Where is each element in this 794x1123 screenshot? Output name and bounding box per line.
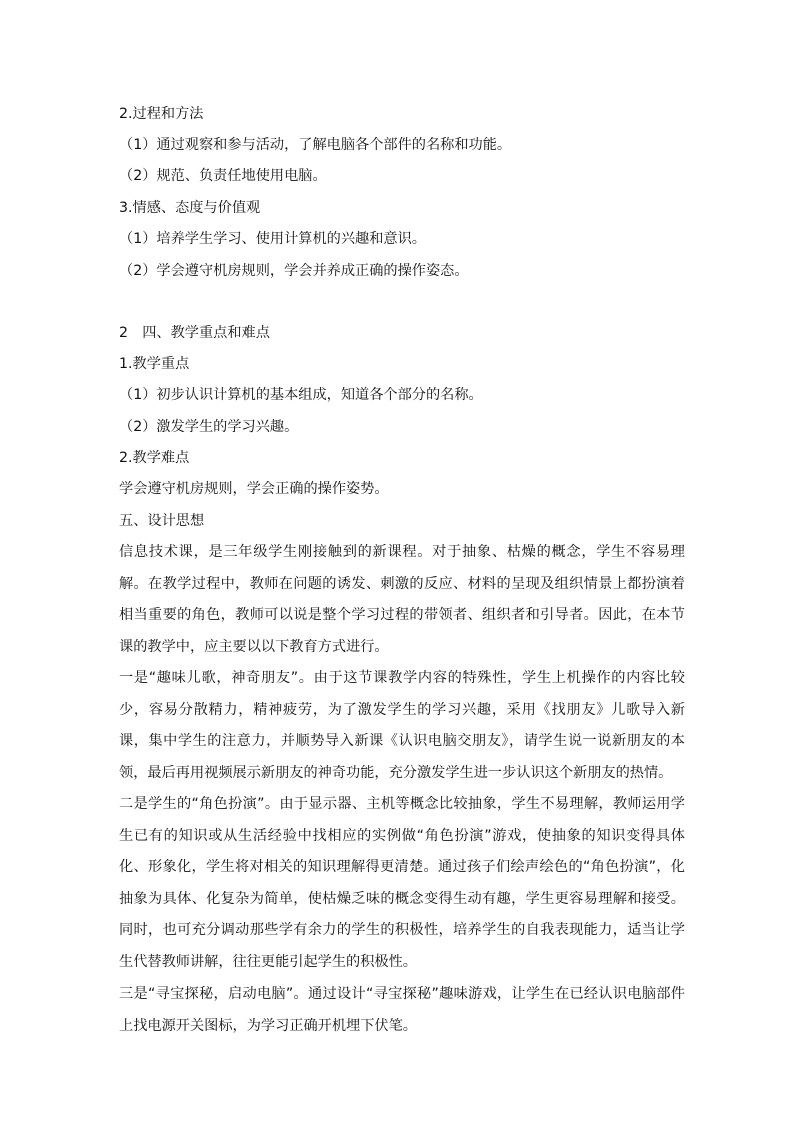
section-heading-design-thinking: 五、设计思想 [119,513,205,529]
subheading-teaching-difficulty: 2.教学难点 [119,450,190,466]
paragraph-design-intro: 信息技术课，是三年级学生刚接触到的新课程。对于抽象、枯燥的概念，学生不容易理解。在教学过程中，教师在问题的诱发、刺激的反应、材料的呈现及组织情景上都扮演着相当重要的角色，教师可以说是整个学习过程的带领者、组织者和引导者。因此，在本节课的教学中，应主要以以下教育方式进行。 [119,544,685,655]
list-item: （1）通过观察和参与活动，了解电脑各个部件的名称和功能。 [119,137,512,153]
subheading-teaching-focus: 1.教学重点 [119,356,190,372]
subheading-emotion-values: 3.情感、态度与价值观 [119,200,261,216]
list-item: （1）初步认识计算机的基本组成，知道各个部分的名称。 [119,387,483,403]
section-heading-key-points: 2 四、教学重点和难点 [119,325,270,341]
paragraph-point-two: 二是学生的“角色扮演”。由于显示器、主机等概念比较抽象，学生不易理解，教师运用学生已有的知识或从生活经验中找相应的实例做“角色扮演”游戏，使抽象的知识变得具体化、形象化，学生将对相关的知识理解得更清楚。通过孩子们绘声绘色的“角色扮演”，化抽象为具体、化复杂为简单，使枯燥乏味的概念变得生动有趣，学生更容易理解和接受。同时，也可充分调动那些学有余力的学生的积极性，培养学生的自我表现能力，适当让学生代替教师讲解，往往更能引起学生的积极性。 [119,796,685,970]
list-item: （2）规范、负责任地使用电脑。 [119,168,327,184]
paragraph-point-one: 一是“趣味儿歌，神奇朋友”。由于这节课教学内容的特殊性，学生上机操作的内容比较少，容易分散精力，精神疲劳，为了激发学生的学习兴趣，采用《找朋友》儿歌导入新课，集中学生的注意力，并顺势导入新课《认识电脑交朋友》，请学生说一说新朋友的本领，最后再用视频展示新朋友的神奇功能，充分激发学生进一步认识这个新朋友的热情。 [119,670,685,781]
paragraph-point-three: 三是“寻宝探秘，启动电脑”。通过设计“寻宝探秘”趣味游戏，让学生在已经认识电脑部件上找电源开关图标，为学习正确开机埋下伏笔。 [119,986,685,1034]
subheading-process-method: 2.过程和方法 [119,106,204,122]
body-line: 学会遵守机房规则，学会正确的操作姿势。 [119,481,389,497]
list-item: （2）激发学生的学习兴趣。 [119,419,299,435]
list-item: （1）培养学生学习、使用计算机的兴趣和意识。 [119,231,426,247]
list-item: （2）学会遵守机房规则，学会并养成正确的操作姿态。 [119,263,469,279]
